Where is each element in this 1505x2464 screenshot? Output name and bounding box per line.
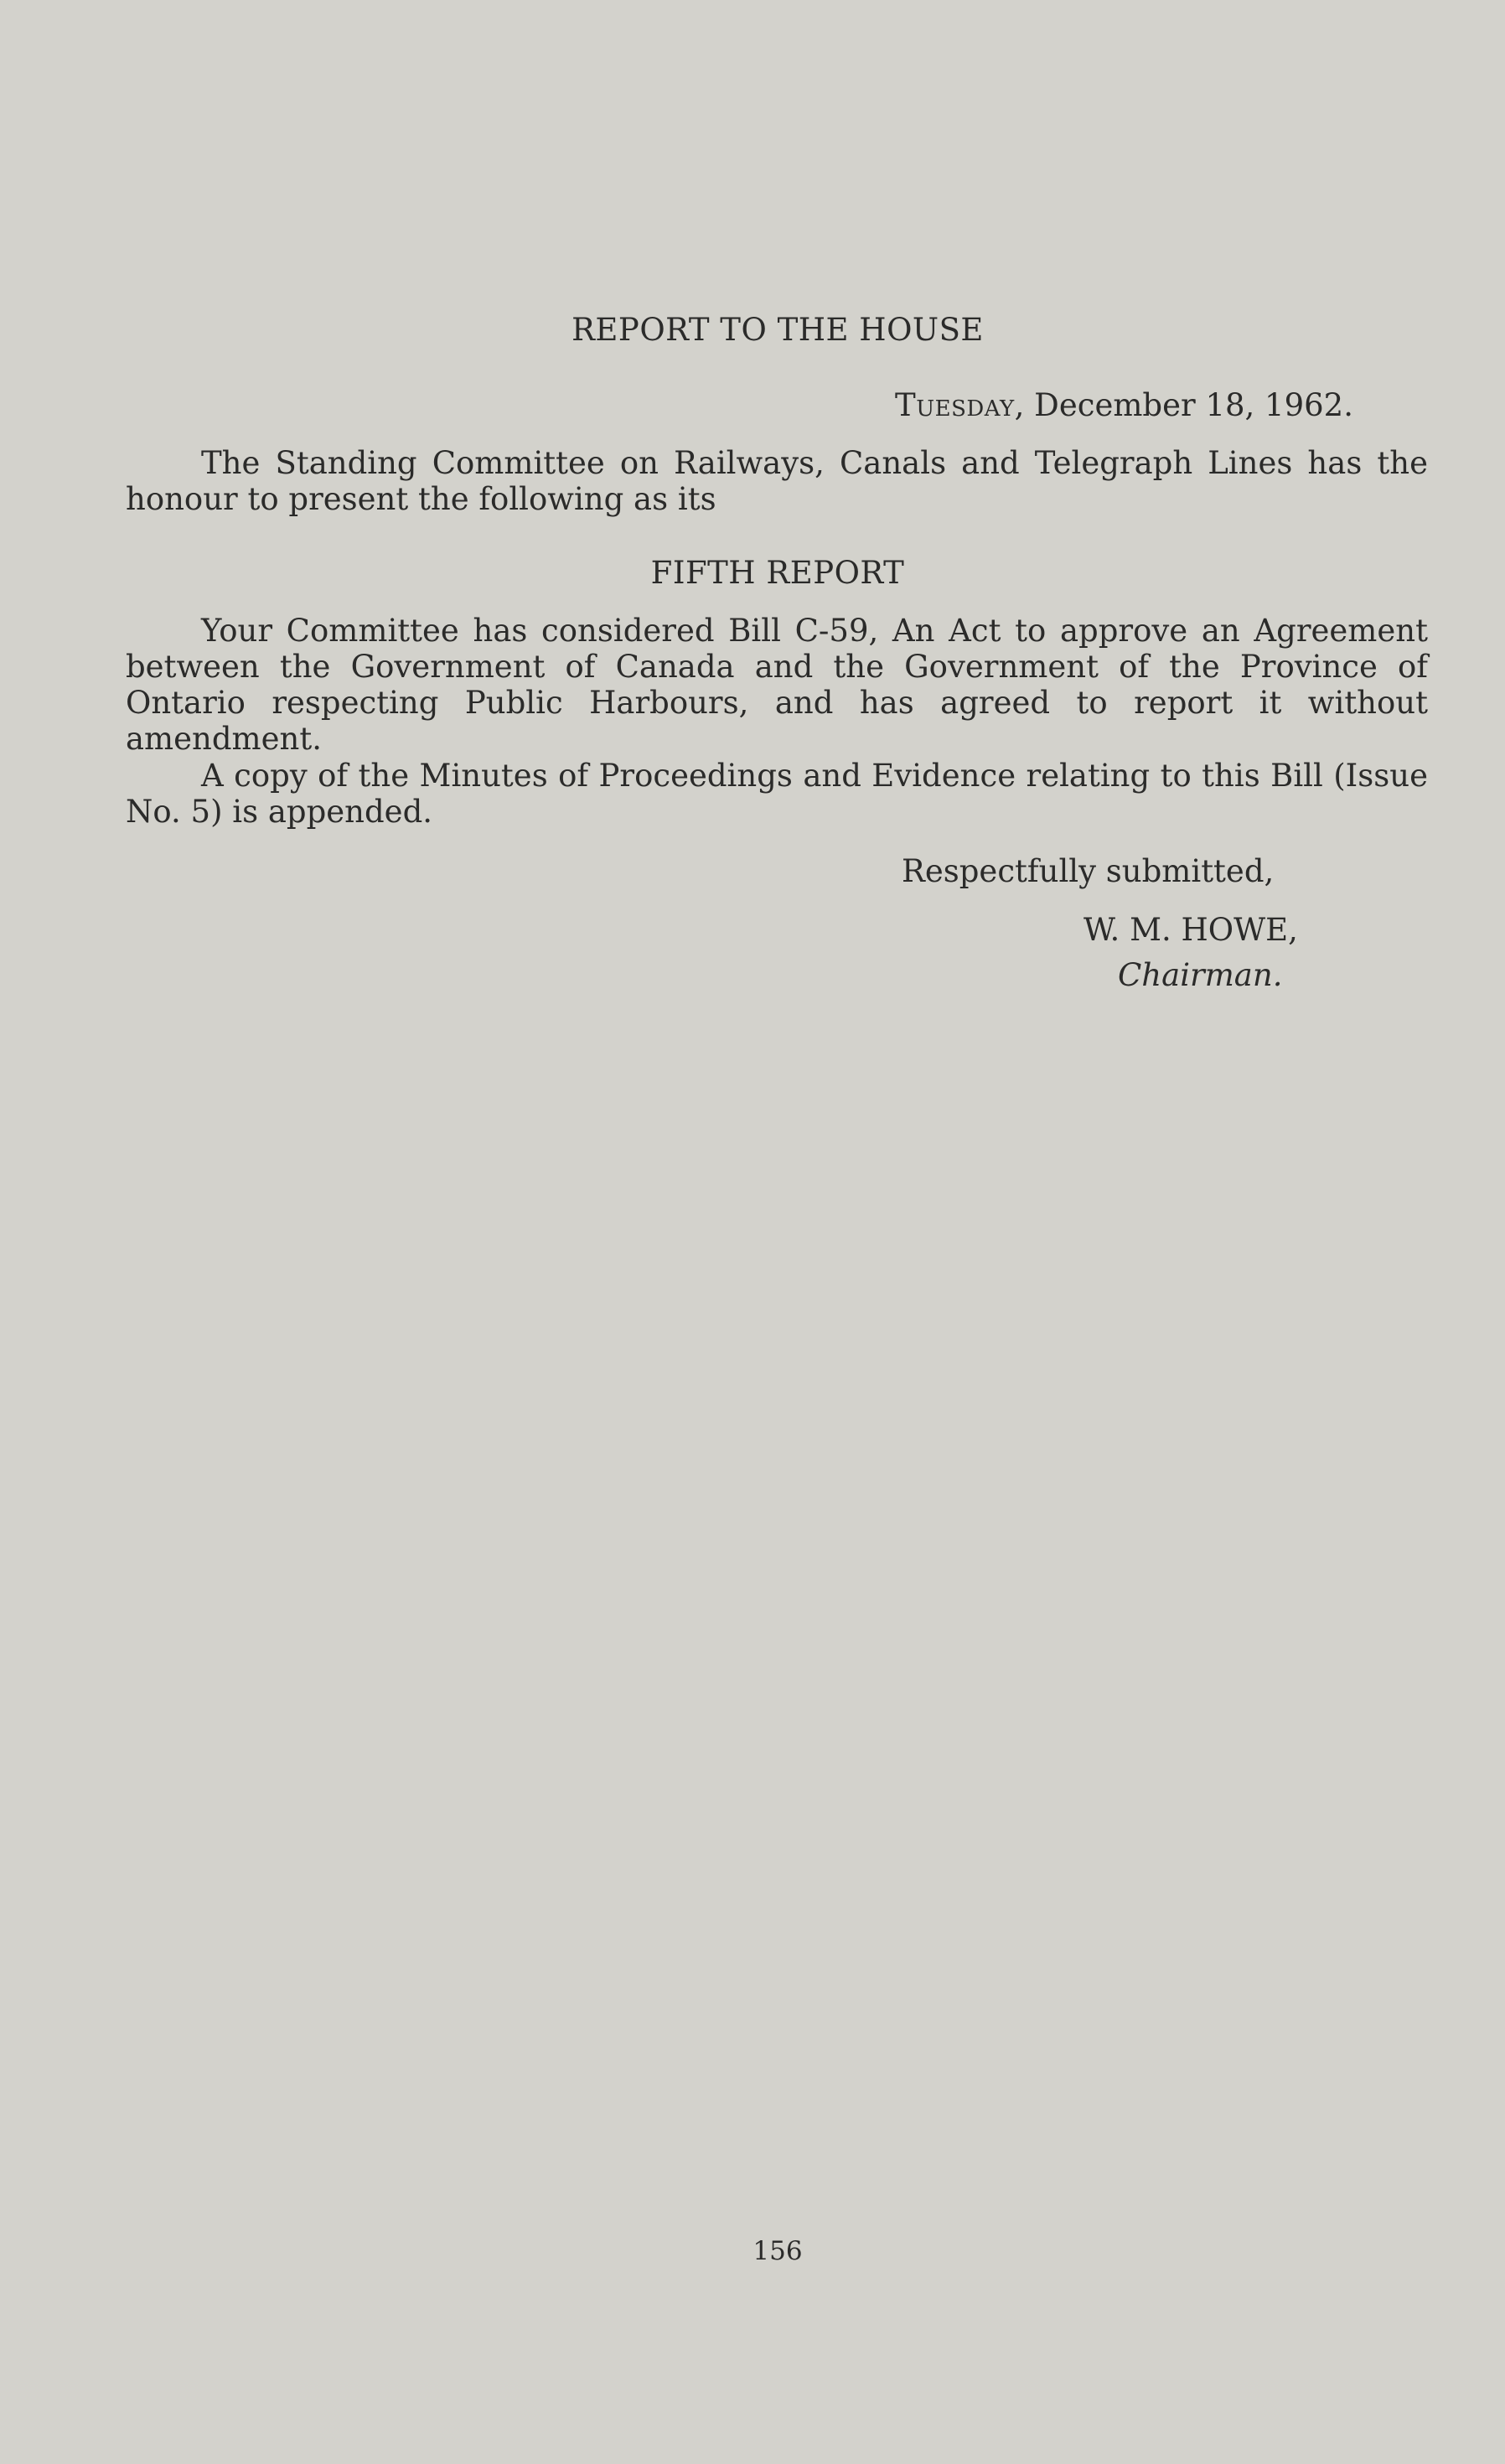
intro-paragraph: The Standing Committee on Railways, Canals and Telegraph Lines has the honour to present the following as its bbox=[126, 445, 1428, 517]
page-number: 156 bbox=[752, 2236, 803, 2266]
minutes-paragraph: A copy of the Minutes of Proceedings and Evidence relating to this Bill (Issue No. 5) is appended. bbox=[126, 758, 1428, 830]
signatory-title: Chairman. bbox=[1118, 957, 1283, 993]
signatory-name: W. M. HOWE, bbox=[1083, 912, 1298, 948]
closing-line: Respectfully submitted, bbox=[902, 853, 1275, 889]
report-title: REPORT TO THE HOUSE bbox=[571, 312, 984, 348]
bill-paragraph: Your Committee has considered Bill C-59, An Act to approve an Agreement between the Government of Canada and the Government of the Province of Ontario respecting Public Harbours, and has agreed to report it without amendment. bbox=[126, 613, 1428, 757]
report-date bbox=[895, 387, 1353, 423]
report-date-weekday: Tuesday bbox=[895, 387, 1015, 423]
fifth-report-heading: FIFTH REPORT bbox=[650, 555, 905, 591]
report-date-rest: , December 18, 1962. bbox=[1014, 387, 1353, 423]
